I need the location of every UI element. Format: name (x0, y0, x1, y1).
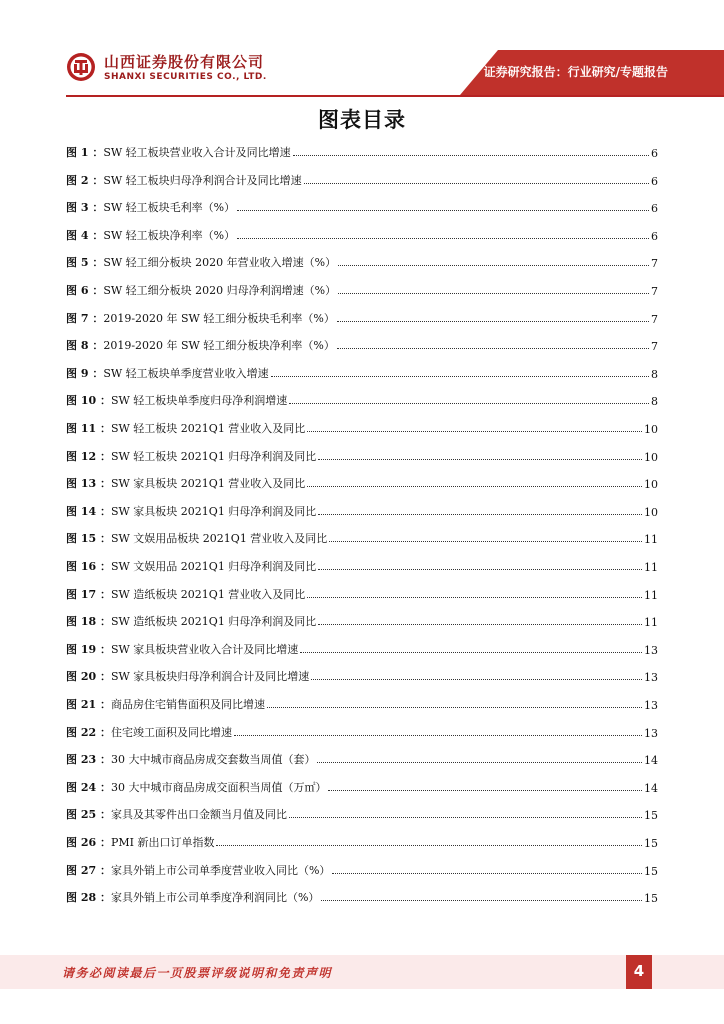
toc-entry-title: SW 轻工板块净利率（%） (103, 228, 236, 242)
toc-entry-title: 商品房住宅销售面积及同比增速 (110, 698, 265, 711)
toc-entry-number: 图 1 ： (66, 146, 104, 159)
toc-entry-title: 2019-2020 年 SW 轻工细分板块净利率（%） (103, 339, 335, 353)
toc-dot-leader (237, 238, 649, 239)
toc-entry[interactable] (66, 499, 658, 519)
toc-entry-page: 15 (644, 864, 658, 878)
toc-entry-title: 30 大中城市商品房成交套数当周值（套） (110, 753, 316, 767)
toc-dot-leader (237, 210, 649, 211)
toc-entry[interactable] (66, 692, 658, 712)
toc-entry-page: 11 (644, 588, 658, 602)
toc-entry-page: 10 (644, 450, 658, 464)
toc-entry-title: PMI 新出口订单指数 (110, 836, 215, 849)
toc-dot-leader (311, 679, 642, 680)
toc-entry-page: 6 (651, 229, 658, 243)
toc-entry-number: 图 8 ： (66, 339, 104, 353)
toc-entry[interactable] (66, 582, 658, 602)
toc-entry-title: SW 家具板块归母净利润合计及同比增速 (110, 670, 310, 684)
toc-dot-leader (318, 569, 642, 570)
toc-entry-page: 10 (644, 478, 658, 492)
page-number: 4 (633, 962, 645, 980)
toc-entry[interactable] (66, 664, 658, 684)
toc-entry-page: 13 (644, 726, 658, 740)
toc-entry-page: 10 (644, 505, 658, 519)
page-header (0, 0, 724, 100)
toc-entry-page: 8 (651, 367, 658, 381)
toc-dot-leader (321, 900, 642, 901)
toc-entry-title: SW 轻工板块 2021Q1 营业收入及同比 (110, 422, 306, 435)
toc-entry-title: SW 文娱用品板块 2021Q1 营业收入及同比 (110, 532, 328, 546)
toc-entry-title: 家具及其零件出口金额当月值及同比 (110, 808, 287, 822)
toc-entry-page: 15 (644, 837, 658, 850)
toc-entry-title: SW 文娱用品 2021Q1 归母净利润及同比 (110, 560, 317, 573)
toc-dot-leader (318, 624, 642, 625)
toc-entry-number: 图 12 ： (66, 449, 111, 463)
toc-entry[interactable] (66, 637, 658, 657)
toc-dot-leader (329, 541, 642, 542)
toc-entry-number: 图 22 ： (66, 725, 111, 739)
toc-entry-title: SW 轻工板块单季度归母净利润增速 (110, 394, 288, 408)
page-title: 图表目录 (318, 107, 406, 132)
toc-entry-number: 图 6 ： (66, 284, 104, 297)
toc-entry-title: SW 轻工板块营业收入合计及同比增速 (103, 146, 291, 159)
toc-entry[interactable] (66, 747, 658, 767)
toc-entry-number: 图 15 ： (66, 532, 111, 546)
toc-entry-number: 图 2 ： (66, 173, 104, 187)
toc-dot-leader (234, 735, 642, 736)
toc-entry-page: 11 (644, 616, 658, 630)
toc-entry-title: SW 轻工细分板块 2020 年营业收入增速（%） (103, 256, 337, 270)
toc-entry-title: SW 造纸板块 2021Q1 营业收入及同比 (110, 587, 306, 601)
toc-dot-leader (338, 293, 649, 294)
header-divider (66, 95, 724, 97)
toc-entry-title: SW 家具板块营业收入合计及同比增速 (110, 642, 299, 656)
toc-entry[interactable] (66, 361, 658, 381)
toc-entry-page: 13 (644, 671, 658, 685)
toc-entry-number: 图 5 ： (66, 256, 104, 270)
toc-entry-page: 6 (651, 174, 658, 188)
toc-entry[interactable] (66, 554, 658, 574)
toc-entry[interactable] (66, 416, 658, 436)
toc-entry[interactable] (66, 306, 658, 326)
toc-dot-leader (304, 183, 649, 184)
toc-entry[interactable] (66, 609, 658, 629)
toc-entry-page: 7 (651, 312, 658, 326)
toc-entry-page: 14 (644, 781, 658, 795)
toc-entry-title: SW 轻工板块毛利率（%） (103, 201, 236, 215)
report-type-label: 证券研究报告：行业研究/专题报告 (483, 65, 668, 79)
toc-entry-number: 图 10 ： (66, 394, 111, 408)
toc-entry[interactable] (66, 250, 658, 270)
toc-entry-title: 30 大中城市商品房成交面积当周值（万㎡） (110, 780, 327, 794)
toc-entry-number: 图 16 ： (66, 560, 111, 573)
toc-entry[interactable] (66, 526, 658, 546)
toc-dot-leader (337, 348, 649, 349)
toc-dot-leader (318, 459, 642, 460)
toc-entry-page: 11 (644, 533, 658, 547)
toc-entry-title: SW 轻工板块单季度营业收入增速 (103, 366, 269, 380)
toc-entry-number: 图 21 ： (66, 698, 111, 711)
toc-entry-number: 图 28 ： (66, 891, 111, 905)
toc-entry-number: 图 25 ： (66, 808, 111, 822)
toc-entry[interactable] (66, 830, 658, 850)
toc-entry[interactable] (66, 471, 658, 491)
toc-dot-leader (307, 597, 642, 598)
toc-entry[interactable] (66, 168, 658, 188)
toc-entry-number: 图 13 ： (66, 477, 111, 491)
toc-entry-number: 图 18 ： (66, 615, 111, 629)
toc-entry-number: 图 11 ： (66, 422, 111, 435)
toc-dot-leader (267, 707, 642, 708)
toc-entry-number: 图 19 ： (66, 642, 111, 656)
toc-entry-title: SW 轻工细分板块 2020 归母净利润增速（%） (103, 284, 337, 297)
toc-dot-leader (307, 431, 642, 432)
toc-entry-title: 家具外销上市公司单季度净利润同比（%） (110, 891, 320, 905)
toc-dot-leader (289, 817, 642, 818)
toc-dot-leader (271, 376, 649, 377)
toc-entry[interactable] (66, 444, 658, 464)
toc-entry-title: 住宅竣工面积及同比增速 (110, 725, 232, 739)
toc-entry[interactable] (66, 720, 658, 740)
toc-entry-number: 图 4 ： (66, 228, 104, 242)
toc-dot-leader (293, 155, 649, 156)
toc-dot-leader (328, 790, 642, 791)
footer-disclaimer: 请务必阅读最后一页股票评级说明和免责声明 (62, 966, 333, 980)
toc-entry-page: 15 (644, 809, 658, 823)
toc-dot-leader (300, 652, 642, 653)
toc-entry[interactable] (66, 195, 658, 215)
toc-entry-title: 2019-2020 年 SW 轻工细分板块毛利率（%） (103, 311, 335, 325)
toc-entry-title: SW 轻工板块归母净利润合计及同比增速 (103, 173, 302, 187)
toc-entry-title: SW 家具板块 2021Q1 归母净利润及同比 (110, 504, 317, 518)
toc-entry-number: 图 17 ： (66, 587, 111, 601)
toc-dot-leader (216, 845, 642, 846)
toc-dot-leader (317, 762, 642, 763)
toc-entry-title: SW 轻工板块 2021Q1 归母净利润及同比 (110, 449, 317, 463)
toc-entry[interactable] (66, 278, 658, 298)
toc-entry-number: 图 26 ： (66, 836, 111, 849)
toc-entry[interactable] (66, 775, 658, 795)
toc-entry[interactable] (66, 858, 658, 878)
toc-entry-title: SW 造纸板块 2021Q1 归母净利润及同比 (110, 615, 317, 629)
toc-entry-page: 7 (651, 340, 658, 354)
toc-entry-number: 图 7 ： (66, 311, 104, 325)
toc-entry-page: 8 (651, 395, 658, 409)
toc-entry[interactable] (66, 223, 658, 243)
toc-entry-number: 图 9 ： (66, 366, 104, 380)
toc-entry-page: 7 (651, 285, 658, 298)
toc-entry-title: 家具外销上市公司单季度营业收入同比（%） (110, 863, 331, 877)
toc-dot-leader (289, 403, 649, 404)
toc-entry-number: 图 24 ： (66, 780, 111, 794)
toc-dot-leader (307, 486, 642, 487)
toc-entry-page: 6 (651, 202, 658, 216)
toc-dot-leader (338, 265, 649, 266)
toc-entry-page: 10 (644, 423, 658, 436)
shanxi-securities-logo-icon (66, 52, 96, 82)
toc-entry[interactable] (66, 885, 658, 905)
toc-entry-page: 14 (644, 754, 658, 768)
toc-entry-number: 图 23 ： (66, 753, 111, 767)
company-name-cn: 山西证券股份有限公司 (104, 53, 265, 71)
toc-entry-page: 7 (651, 257, 658, 271)
toc-entry-page: 13 (644, 643, 658, 657)
toc-entry-page: 6 (651, 147, 658, 160)
toc-dot-leader (318, 514, 642, 515)
toc-entry-number: 图 14 ： (66, 504, 111, 518)
toc-entry[interactable] (66, 802, 658, 822)
toc-entry-number: 图 20 ： (66, 670, 111, 684)
toc-entry[interactable] (66, 388, 658, 408)
company-name-en: SHANXI SECURITIES CO., LTD. (104, 72, 267, 82)
toc-entry-page: 15 (644, 892, 658, 906)
toc-dot-leader (332, 873, 642, 874)
toc-entry-title: SW 家具板块 2021Q1 营业收入及同比 (110, 477, 306, 491)
toc-entry[interactable] (66, 333, 658, 353)
toc-entry-number: 图 27 ： (66, 863, 111, 877)
toc-entry[interactable] (66, 140, 658, 160)
toc-entry-page: 11 (644, 561, 658, 574)
toc-entry-number: 图 3 ： (66, 201, 104, 215)
toc-dot-leader (337, 321, 649, 322)
toc-entry-page: 13 (644, 699, 658, 712)
